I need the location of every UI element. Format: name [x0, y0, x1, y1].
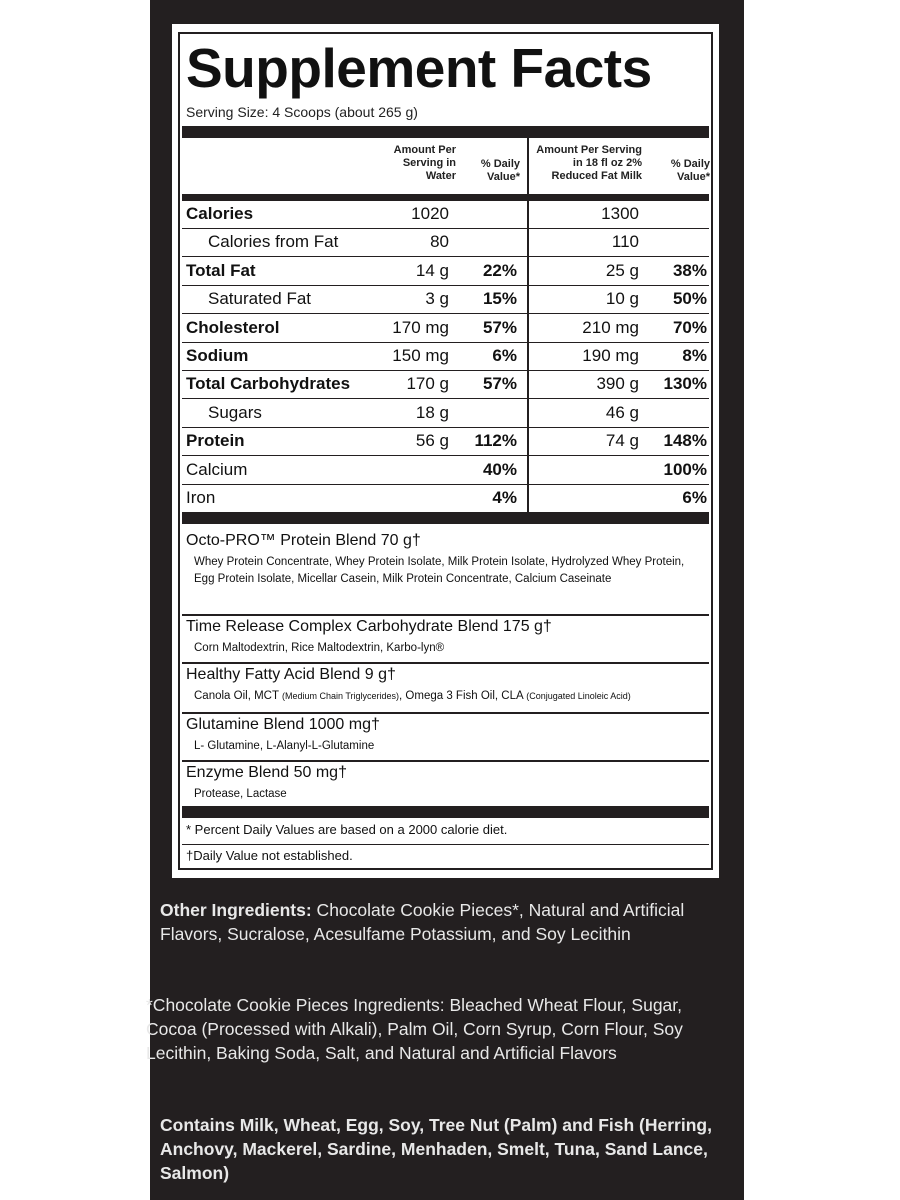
cookie-ingredients: *Chocolate Cookie Pieces Ingredients: Bleached Wheat Flour, Sugar, Cocoa (Processed with Alkali), Palm Oil, Corn Syrup, Corn Flour, Soy Lecithin, Baking Soda, Salt, and Natural and Artificial Flavors	[146, 995, 683, 1063]
serving-size: Serving Size: 4 Scoops (about 265 g)	[186, 104, 418, 120]
milk-daily-value: 50%	[672, 289, 707, 309]
water-daily-value: 57%	[482, 317, 517, 337]
milk-amount: 10 g	[605, 289, 639, 309]
blend-item	[180, 666, 711, 714]
col2-amount-header: Amount Per Serving in 18 fl oz 2% Reduced Fat Milk	[536, 144, 642, 182]
nutrient-name: Iron	[186, 488, 216, 507]
bottom-thick-bar	[182, 806, 709, 818]
milk-amount: 390 g	[596, 374, 639, 394]
blend-details: Corn Maltodextrin, Rice Maltodextrin, Karbo-lyn®	[194, 642, 445, 654]
nutrient-row	[180, 201, 711, 229]
milk-amount: 1300	[601, 204, 639, 223]
nutrient-name: Calories	[186, 204, 254, 223]
milk-amount: 46 g	[605, 402, 639, 422]
water-amount: 56 g	[415, 431, 449, 451]
water-daily-value: 112%	[474, 431, 517, 451]
nutrient-name: Sugars	[208, 402, 262, 422]
water-daily-value: 15%	[482, 289, 517, 309]
milk-daily-value: 38%	[672, 260, 707, 280]
blend-title: Octo-PRO™ Protein Blend 70 g†	[186, 532, 421, 549]
blend-separator	[182, 614, 709, 616]
water-amount: 170 g	[406, 374, 449, 394]
water-daily-value: 6%	[492, 346, 517, 365]
blend-item	[180, 764, 711, 804]
water-amount: 14 g	[415, 260, 449, 280]
water-daily-value: 4%	[492, 488, 517, 507]
milk-amount: 190 mg	[582, 346, 639, 365]
water-amount: 3 g	[425, 289, 449, 309]
blend-separator	[182, 760, 709, 762]
blend-item	[180, 532, 711, 616]
other-ingredients	[160, 898, 720, 946]
col2-dv-header: % Daily Value*	[670, 158, 710, 183]
milk-amount: 110	[611, 232, 639, 252]
milk-amount: 210 mg	[582, 317, 639, 337]
nutrient-row	[180, 343, 711, 371]
footnote-daily-values: * Percent Daily Values are based on a 2000 calorie diet.	[186, 822, 508, 837]
water-daily-value: 40%	[482, 459, 517, 479]
milk-daily-value: 8%	[682, 346, 707, 365]
blend-separator	[182, 712, 709, 714]
milk-daily-value: 130%	[663, 374, 707, 394]
blend-detail-part: (Conjugated Linoleic Acid)	[526, 691, 631, 701]
nutrient-name: Cholesterol	[186, 317, 280, 337]
milk-daily-value: 100%	[663, 459, 707, 479]
nutrient-row	[180, 371, 711, 399]
nutrient-row	[180, 485, 711, 513]
blend-title: Healthy Fatty Acid Blend 9 g†	[186, 666, 396, 683]
other-ingredients-text: Chocolate Cookie Pieces*, Natural and Artificial Flavors, Sucralose, Acesulfame Potassium, and Soy Lecithin	[160, 900, 685, 944]
blend-title: Time Release Complex Carbohydrate Blend 175 g†	[186, 618, 552, 635]
milk-amount: 74 g	[605, 431, 639, 451]
water-amount: 18 g	[415, 402, 449, 422]
nutrient-row	[180, 428, 711, 456]
blend-title: Enzyme Blend 50 mg†	[186, 764, 347, 781]
nutrient-name: Protein	[186, 431, 245, 451]
nutrient-name: Saturated Fat	[208, 289, 312, 309]
milk-amount: 25 g	[605, 260, 639, 280]
supplement-facts-panel	[170, 22, 721, 880]
top-thick-bar	[182, 126, 709, 138]
milk-daily-value: 148%	[663, 431, 707, 451]
blend-title: Glutamine Blend 1000 mg†	[186, 716, 380, 733]
page-title: Supplement Facts	[186, 37, 652, 99]
milk-daily-value: 6%	[682, 488, 707, 507]
water-daily-value: 57%	[482, 374, 517, 394]
col1-dv-header: % Daily Value*	[480, 158, 520, 183]
header-bar	[182, 194, 709, 201]
blend-details: Protease, Lactase	[194, 788, 287, 800]
water-daily-value: 22%	[482, 260, 517, 280]
nutrient-name: Total Fat	[186, 260, 256, 280]
nutrient-name: Calories from Fat	[208, 232, 339, 252]
nutrient-row	[180, 315, 711, 343]
nutrient-name: Total Carbohydrates	[186, 374, 351, 394]
blend-separator	[182, 662, 709, 664]
water-amount: 150 mg	[392, 346, 449, 365]
blend-details: L- Glutamine, L-Alanyl-L-Glutamine	[194, 740, 375, 752]
blend-item	[180, 716, 711, 762]
water-amount: 170 mg	[392, 317, 449, 337]
milk-daily-value: 70%	[672, 317, 707, 337]
blend-detail-part: (Medium Chain Triglycerides)	[281, 691, 400, 701]
nutrient-row	[180, 457, 711, 485]
footnote-separator	[182, 844, 709, 845]
water-amount: 1020	[411, 204, 449, 223]
nutrient-row	[180, 229, 711, 257]
blend-detail-part: , Omega 3 Fish Oil, CLA	[399, 690, 527, 702]
blend-details	[194, 688, 704, 705]
footnote-not-established: †Daily Value not established.	[186, 848, 353, 863]
water-amount: 80	[430, 232, 449, 252]
facts-frame	[178, 32, 713, 870]
blend-item	[180, 618, 711, 664]
other-ingredients-label: Other Ingredients:	[160, 900, 312, 920]
col1-amount-header: Amount Per Serving in Water	[393, 144, 456, 182]
nutrient-row	[180, 286, 711, 314]
nutrient-name: Sodium	[186, 346, 249, 365]
nutrient-row	[180, 400, 711, 428]
blend-details: Whey Protein Concentrate, Whey Protein Isolate, Milk Protein Isolate, Hydrolyzed Whey Protein, Egg Protein Isolate, Micellar Casein, Milk Protein Concentrate, Calcium Caseinate	[194, 556, 685, 585]
nutrient-name: Calcium	[186, 459, 248, 479]
mid-thick-bar	[182, 512, 709, 524]
blend-detail-part: Canola Oil, MCT	[194, 690, 282, 702]
allergen-statement: Contains Milk, Wheat, Egg, Soy, Tree Nut (Palm) and Fish (Herring, Anchovy, Mackerel, Sardine, Menhaden, Smelt, Tuna, Sand Lance, Salmon)	[160, 1115, 712, 1183]
nutrient-row	[180, 258, 711, 286]
